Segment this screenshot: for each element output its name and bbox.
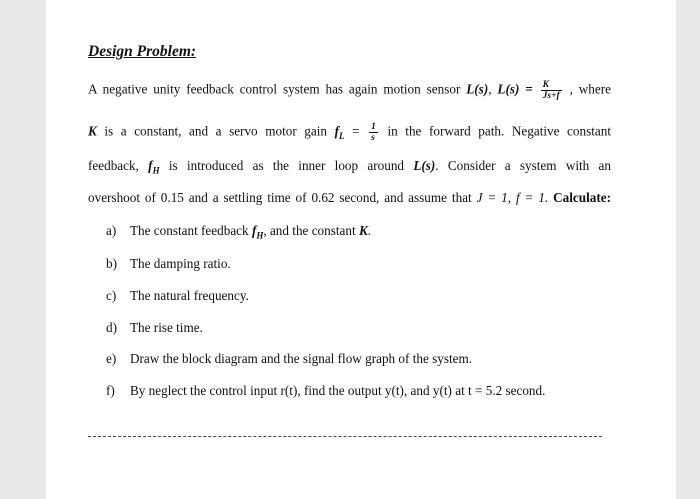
paragraph-line-4: overshoot of 0.15 and a settling time of 0.62 second, and assume that J = 1, f = 1. Calculate: [88,190,611,205]
fraction-one-over-s: $\frac{1}{s}$ [371,122,376,143]
page-title: Design Problem: [88,43,197,60]
fraction-k-over-js-plus-f: $\frac{K}{Js+f}$ [542,80,560,101]
list-item-c: c) The natural frequency. [106,288,249,303]
list-item-e: e) Draw the block diagram and the signal flow graph of the system. [106,351,473,366]
list-item-d: d) The rise time. [106,320,203,335]
list-item-b: b) The damping ratio. [106,256,231,271]
dashed-divider [88,436,602,437]
document-page [46,0,676,499]
paragraph-line-2: K is a constant, and a servo motor gain $f_L$ = $\frac{1}{s}$ in the forward path. Negative constant [88,122,612,143]
paragraph-line-3: feedback, $f_H$ is introduced as the inner loop around L(s). Consider a system with an [88,158,612,176]
list-item-f: f) By neglect the control input r(t), find the output y(t), and y(t) at t = 5.2 second. [106,383,546,398]
list-item-a: a) The constant feedback $f_H$, and the constant K. [106,223,372,241]
paragraph-line-1: A negative unity feedback control system has again motion sensor L(s), L(s) = $\frac{K}{Js+f}$ , where [88,80,611,101]
